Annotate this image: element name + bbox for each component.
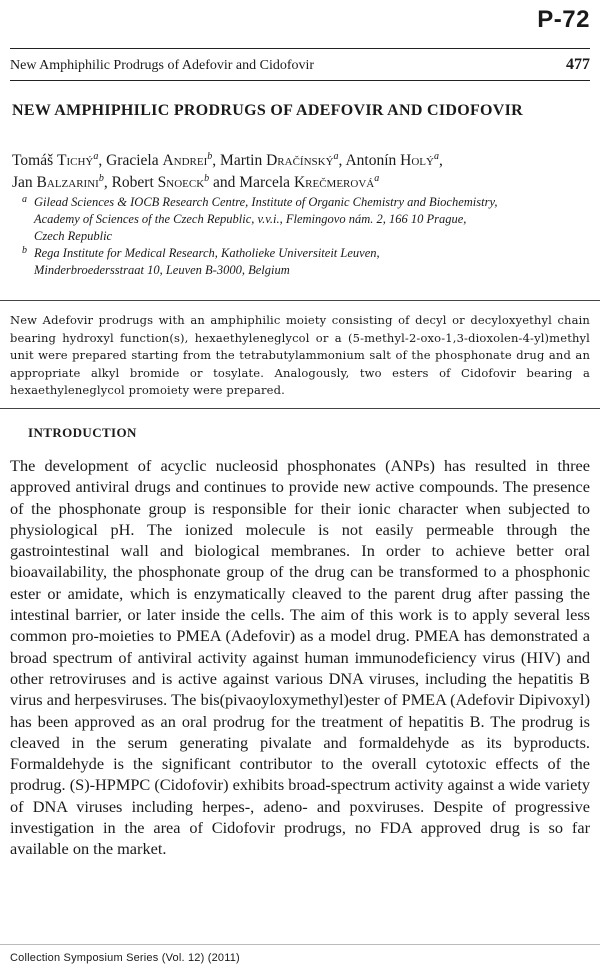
page-number: 477 [566, 56, 590, 73]
poster-code: P-72 [537, 6, 590, 33]
footer-rule [0, 944, 600, 945]
author: Antonín Holý$^a$, [345, 150, 443, 169]
affiliation-b: b Rega Institute for Medical Research, Katholieke Universiteit Leuven, Minderbroedersstraat 10, Leuven B-3000, Belgium [22, 245, 380, 277]
affiliations [22, 194, 590, 279]
author: Jan Balzarini$^b$, [12, 172, 112, 191]
abstract: New Adefovir prodrugs with an amphiphilic moiety consisting of decyl or decyloxyethyl chain bearing hydroxyl function(s), hexaethyleneglycol or a (5-methyl-2-oxo-1,3-dioxolen-4-yl)methyl unit were prepared starting from the tetrabutylammonium salt of the phosphonate drug and an appropriate alkyl bromide or tosylate. Analogously, two esters of Cidofovir bearing a hexaethyleneglycol promoiety were prepared. [10, 313, 590, 397]
author: Marcela Krečmerová$^a$ [239, 172, 380, 191]
author-list [12, 150, 590, 194]
author: Graciela Andrei$^b$, [106, 150, 221, 169]
author: Robert Snoeck$^b$ and [111, 172, 240, 191]
running-head [10, 56, 590, 74]
running-head-title: New Amphiphilic Prodrugs of Adefovir and Cidofovir [10, 58, 315, 73]
section-heading-introduction: INTRODUCTION [28, 425, 137, 440]
abstract-rule-top [0, 300, 600, 301]
author: Martin Dračínský$^a$, [220, 150, 346, 169]
head-rule [10, 80, 590, 81]
footer: Collection Symposium Series (Vol. 12) (2011) [10, 952, 240, 964]
affiliation-a: a Gilead Sciences & IOCB Research Centre, Institute of Organic Chemistry and Biochemistry, Academy of Sciences of the Czech Republic, v.v.i., Flemingovo nám. 2, 166 10 Prague, Czech Republic [22, 194, 498, 243]
article-title: NEW AMPHIPHILIC PRODRUGS OF ADEFOVIR AND CIDOFOVIR [12, 102, 524, 119]
top-rule [10, 48, 590, 49]
author: Tomáš Tichý$^a$, [12, 150, 107, 169]
introduction-text: The development of acyclic nucleosid phosphonates (ANPs) has resulted in three approved antiviral drugs and continues to provide new active compounds. The presence of the phosphonate group is responsible for their ionic character when subjected to physiological pH. The ionized molecule is not easily permeable through the gastrointestinal wall and biological membranes. In order to achieve better oral bioavailability, the phosphonate group of the drug can be transformed to a phosphonic ester or amidate, which is enzymatically cleaved to the parent drug after passing the intestinal barrier, or later inside the cells. The aim of this work is to apply several less common pro-moieties to PMEA (Adefovir) as a model drug. PMEA has demonstrated a broad spectrum of antiviral activity against human immunodeficiency virus (HIV) and other retroviruses and is active against various DNA viruses, including the hepatitis B virus and herpesviruses. The bis(pivaoyloxymethyl)ester of PMEA (Adefovir Dipivoxyl) has been approved as an oral prodrug for the treatment of hepatitis B. The prodrug is cleaved in the serum generating pivalate and formaldehyde as its byproducts. Formaldehyde is the significant contributor to the overall cytotoxic effects of the prodrug. (S)-HPMPC (Cidofovir) exhibits broad-spectrum activity against a wide variety of DNA viruses including herpes-, adeno- and poxviruses. Despite of progressive investigation in the area of Cidofovir prodrugs, no FDA approved drug is so far available on the market. [10, 456, 590, 859]
abstract-rule-bottom [0, 408, 600, 409]
